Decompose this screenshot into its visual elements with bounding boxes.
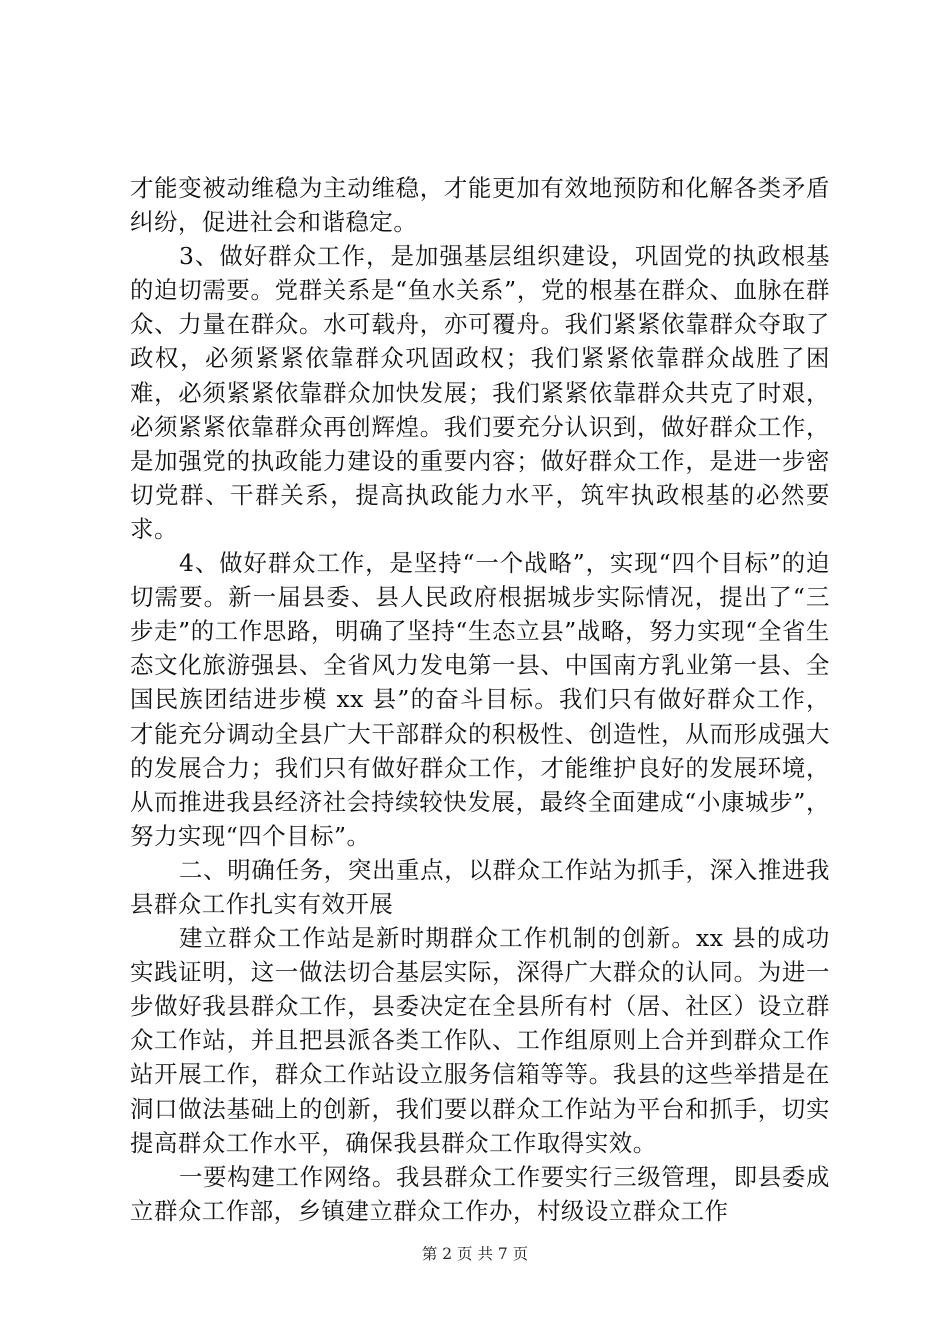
paragraph-work-network: 一要构建工作网络。我县群众工作要实行三级管理，即县委成立群众工作部，乡镇建立群众工作办，村级设立群众工作 xyxy=(130,1162,830,1225)
paragraph-point-3: 3、做好群众工作，是加强基层组织建设，巩固党的执政根基的迫切需要。党群关系是“鱼水关系”，党的根基在群众、血脉在群众、力量在群众。水可载舟，亦可覆舟。我们紧紧依靠群众夺取了政权，必须紧紧依靠群众巩固政权；我们紧紧依靠群众战胜了困难，必须紧紧依靠群众加快发展；我们紧紧依靠群众共克了时艰，必须紧紧依靠群众再创辉煌。我们要充分认识到，做好群众工作，是加强党的执政能力建设的重要内容；做好群众工作，是进一步密切党群、干群关系，提高执政能力水平，筑牢执政根基的必然要求。 xyxy=(130,242,830,543)
page-footer: 第 2 页 共 7 页 xyxy=(421,1245,529,1263)
document-body xyxy=(130,171,830,1228)
paragraph-continuation: 才能变被动维稳为主动维稳，才能更加有效地预防和化解各类矛盾纠纷，促进社会和谐稳定。 xyxy=(130,174,830,237)
paragraph-point-4: 4、做好群众工作，是坚持“一个战略”，实现“四个目标”的迫切需要。新一届县委、县人民政府根据城步实际情况，提出了“三步走”的工作思路，明确了坚持“生态立县”战略，努力实现“全省生态文化旅游强县、全省风力发电第一县、中国南方乳业第一县、全国民族团结进步模 xx 县”的奋斗目标。我们只有做好群众工作，才能充分调动全县广大干部群众的积极性、创造性，从而形成强大的发展合力；我们只有做好群众工作，才能维护良好的发展环境，从而推进我县经济社会持续较快发展，最终全面建成“小康城步”，努力实现“四个目标”。 xyxy=(130,549,830,850)
paragraph-work-station: 建立群众工作站是新时期群众工作机制的创新。xx 县的成功实践证明，这一做法切合基层实际，深得广大群众的认同。为进一步做好我县群众工作，县委决定在全县所有村（居、社区）设立群众工作站，并且把县派各类工作队、工作组原则上合并到群众工作站开展工作，群众工作站设立服务信箱等等。我县的这些举措是在洞口做法基础上的创新，我们要以群众工作站为平台和抓手，切实提高群众工作水平，确保我县群众工作取得实效。 xyxy=(130,924,830,1157)
section-heading-2: 二、明确任务，突出重点，以群众工作站为抓手，深入推进我县群众工作扎实有效开展 xyxy=(130,855,830,918)
